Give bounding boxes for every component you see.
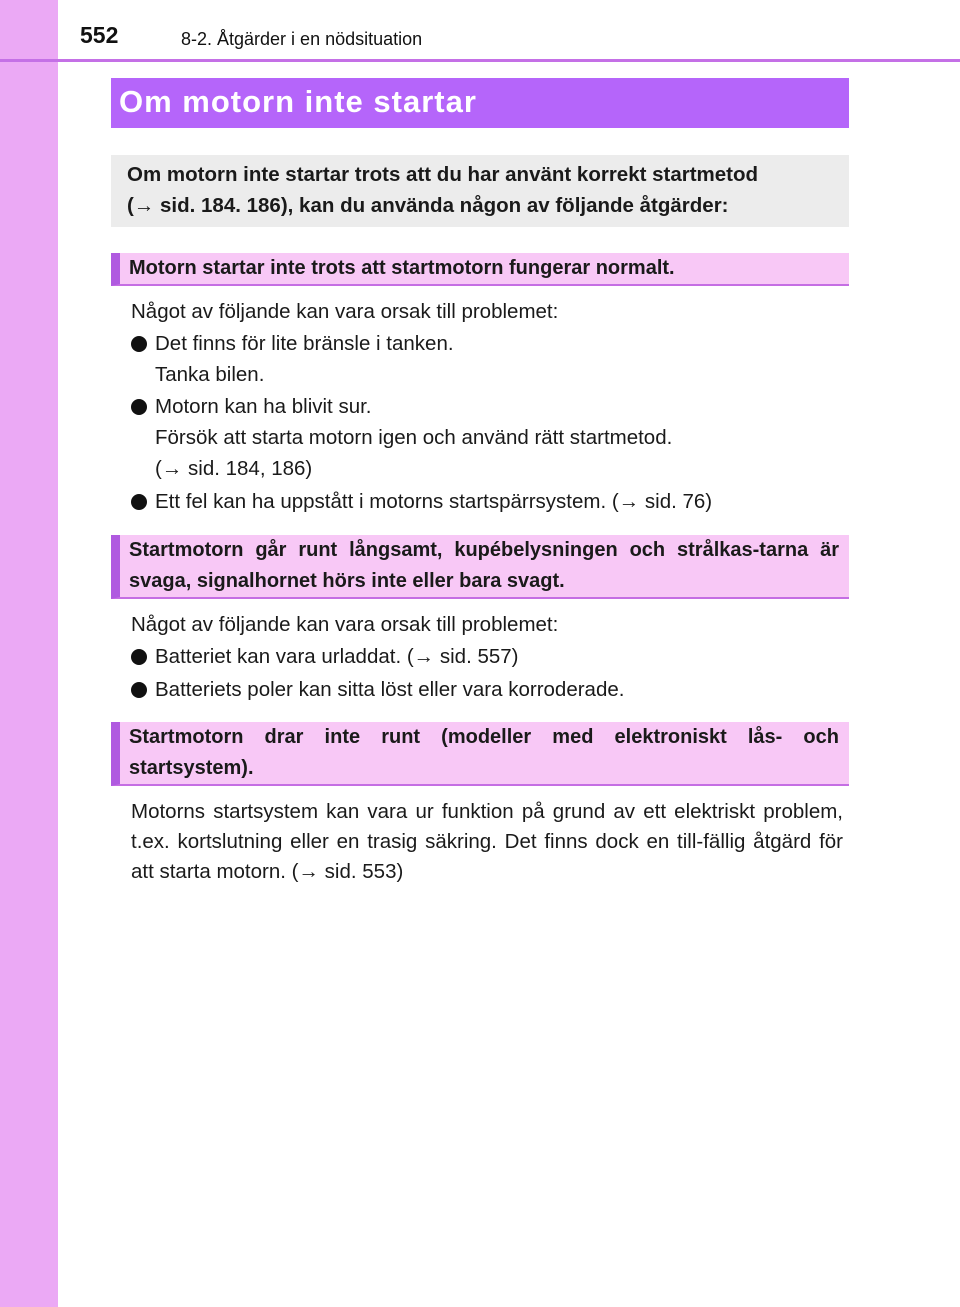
bullet-icon	[131, 336, 147, 352]
subheading-text: Motorn startar inte trots att startmotorn fungerar normalt.	[129, 257, 675, 279]
list-item	[131, 641, 843, 672]
list-item-sub: (→ sid. 184, 186)	[155, 457, 313, 480]
list-item	[131, 674, 843, 705]
bullet-icon	[131, 399, 147, 415]
section-path: 8-2. Åtgärder i en nödsituation	[181, 29, 423, 49]
list-item-text: Batteriet kan vara urladdat. (→ sid. 557)	[155, 645, 519, 668]
side-band	[0, 0, 58, 1307]
subheading-starter-no-crank	[111, 722, 849, 786]
lead-text: Något av följande kan vara orsak till problemet:	[131, 613, 559, 636]
list-item-text: Det finns för lite bränsle i tanken.	[155, 332, 454, 355]
intro-line: (→ sid. 184. 186), kan du använda någon av följande åtgärder:	[127, 194, 729, 217]
subheading-text: Startmotorn går runt långsamt, kupébelysningen och strålkas-tarna är svaga, signalhornet hörs inte eller bara svagt.	[129, 539, 839, 592]
intro-line: Om motorn inte startar trots att du har använt korrekt startmetod	[127, 163, 759, 186]
list-item-text: Motorn kan ha blivit sur.	[155, 395, 372, 418]
list-item	[131, 391, 843, 422]
bullet-icon	[131, 494, 147, 510]
bullet-icon	[131, 682, 147, 698]
list-item-text: Ett fel kan ha uppstått i motorns startspärrsystem. (→ sid. 76)	[155, 490, 713, 513]
section-1-body	[131, 296, 843, 517]
section-2-body	[131, 609, 843, 705]
page-number: 552	[80, 22, 119, 48]
list-item	[131, 486, 843, 517]
header-rule	[0, 59, 960, 62]
bullet-icon	[131, 649, 147, 665]
list-item-text: Batteriets poler kan sitta löst eller vara korroderade.	[155, 678, 625, 701]
page-title: Om motorn inte startar	[119, 84, 477, 119]
subheading-starter-normal	[111, 253, 849, 286]
section-3-paragraph: Motorns startsystem kan vara ur funktion på grund av ett elektriskt problem, t.ex. kortslutning eller en trasig säkring. Det finns dock en till-fällig åtgärd för att starta motorn. (→ sid. 553)	[131, 800, 843, 883]
subheading-text: Startmotorn drar inte runt (modeller med elektroniskt lås- och startsystem).	[129, 726, 839, 779]
list-item	[131, 328, 843, 359]
subheading-starter-slow	[111, 535, 849, 599]
intro-box	[111, 155, 849, 227]
title-bar	[111, 78, 849, 128]
list-item-sub: Försök att starta motorn igen och använd rätt startmetod.	[155, 426, 673, 449]
list-item-sub: Tanka bilen.	[155, 363, 265, 386]
lead-text: Något av följande kan vara orsak till problemet:	[131, 300, 559, 323]
